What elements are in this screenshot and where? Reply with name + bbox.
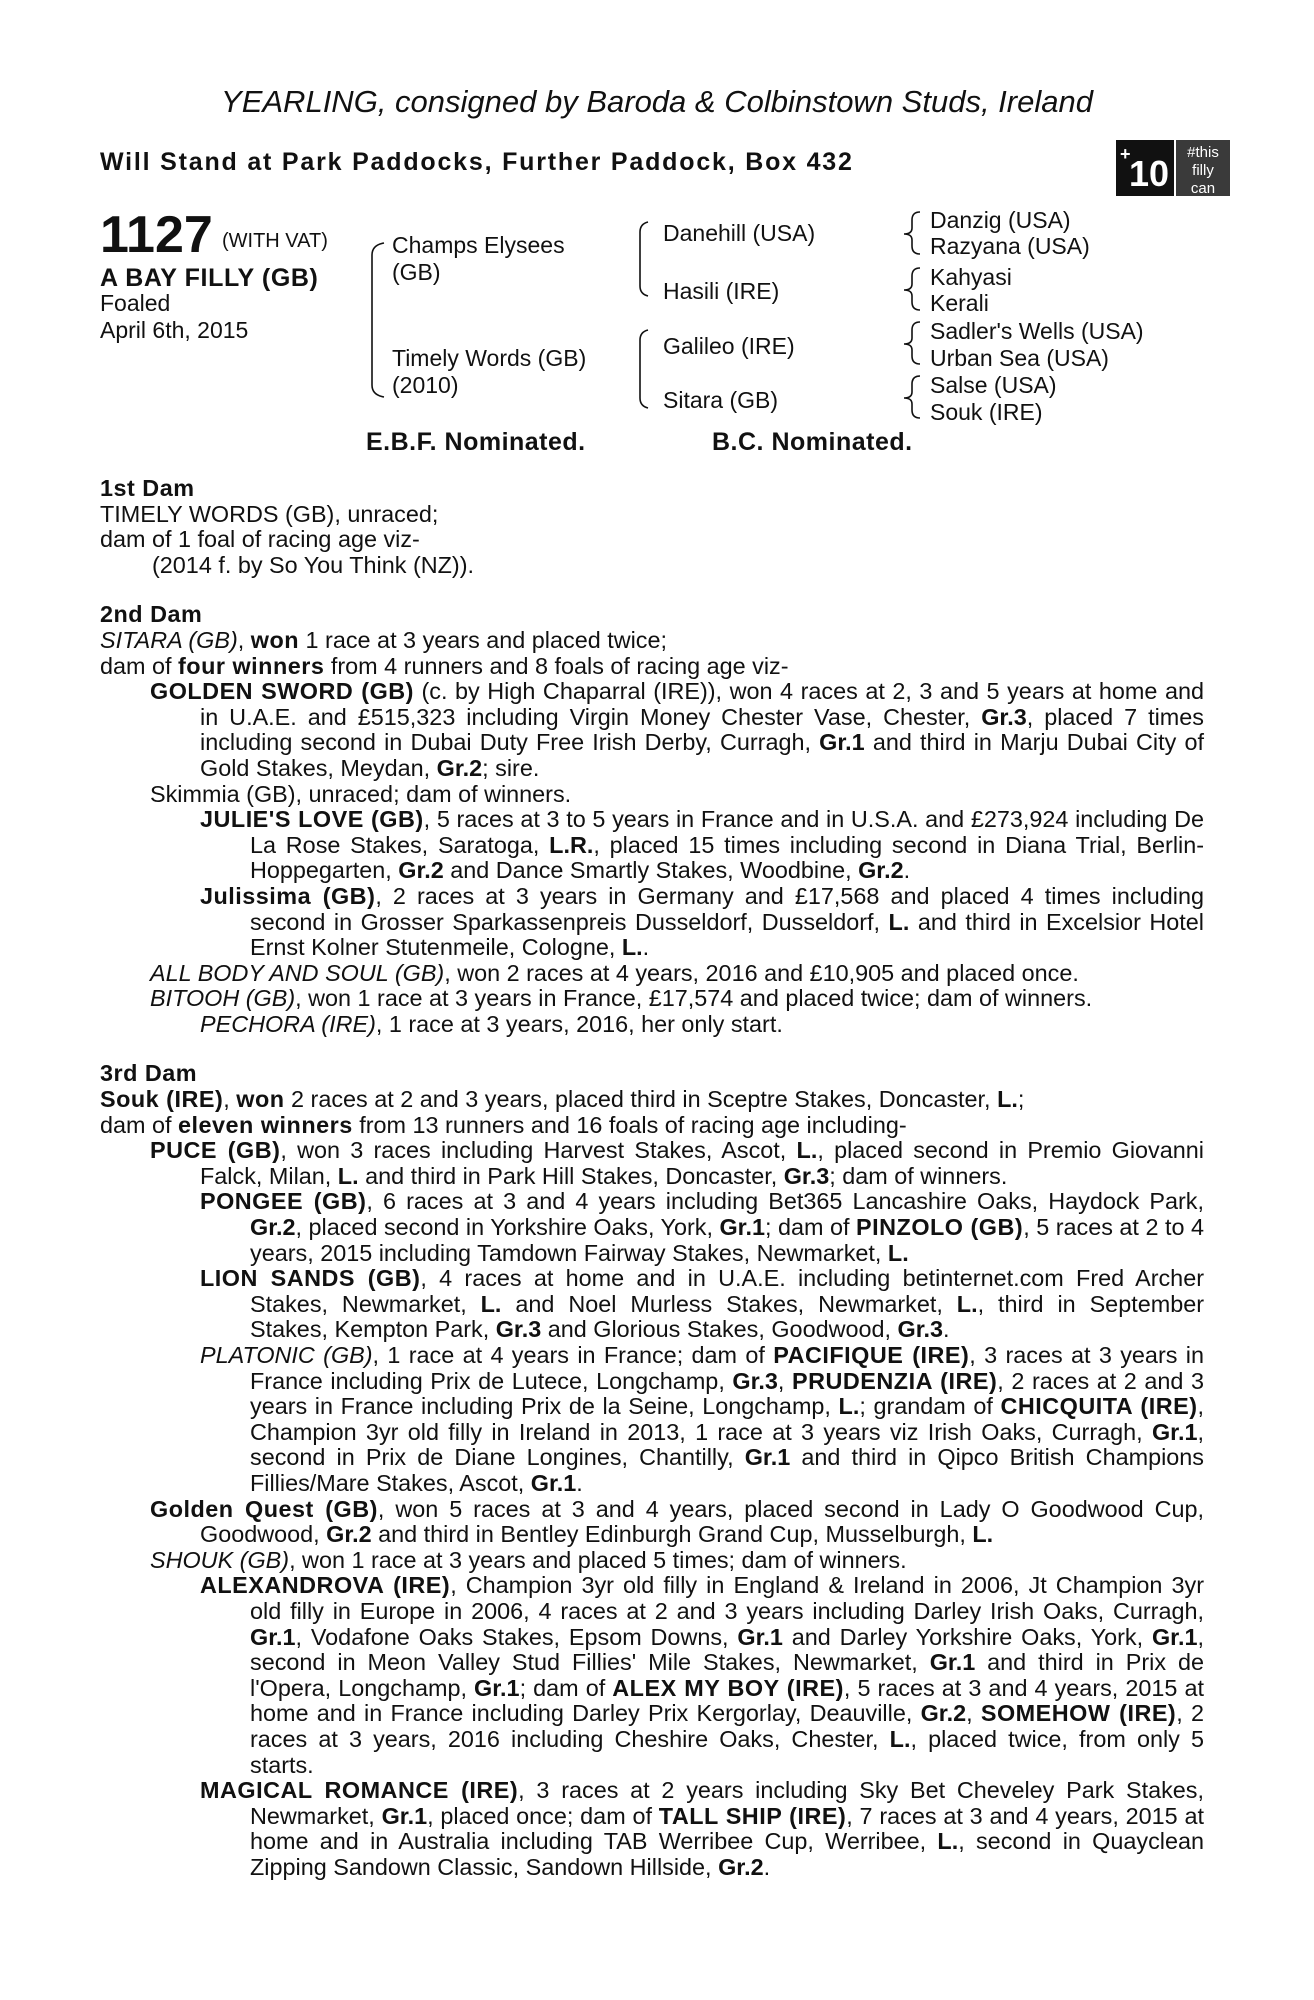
consignment-heading: YEARLING, consigned by Baroda & Colbinstown Studs, Ireland [221,84,1093,119]
foaled-label: Foaled [100,290,171,316]
bracket-sire-dam [372,243,384,397]
bracket-danehill [904,212,920,254]
entry-shouk: SHOUK (GB), won 1 race at 3 years and placed 5 times; dam of winners. [150,1546,907,1573]
entry-pongee: PONGEE (GB), 6 races at 3 and 4 years including Bet365 Lancashire Oaks, Haydock Park, Gr.2, placed second in Yorkshire Oaks, York, Gr.1; dam of PINZOLO (GB), 5 races at 2 to 4 years, 2015 including Tamdown Fairway Stakes, Newmarket, L. [200,1188,1204,1266]
dam-line-text [100,476,1204,1880]
third-dam-line: Souk (IRE), won 2 races at 2 and 3 years, placed third in Sceptre Stakes, Doncaster, L.; [100,1086,1025,1113]
sire-line-1: Champs Elysees [392,232,565,258]
bracket-sitara [904,376,920,418]
entry-alexandrova: ALEXANDROVA (IRE), Champion 3yr old filly in England & Ireland in 2006, Jt Champion 3yr old filly in Europe in 2006, 4 races at 2 and 3 years including Darley Irish Oaks, Curragh, Gr.1, Vodafone Oaks Stakes, Epsom Downs, Gr.1 and Darley Yorkshire Oaks, York, Gr.1, second in Meon Valley Stud Fillies' Mile Stakes, Newmarket, Gr.1 and third in Prix de l'Opera, Longchamp, Gr.1; dam of ALEX MY BOY (IRE), 5 races at 3 and 4 years, 2015 at home and in France including Darley Prix Kergorlay, Deauville, Gr.2, SOMEHOW (IRE), 2 races at 3 years, 2016 including Cheshire Oaks, Chester, L., placed twice, from only 5 starts. [200,1572,1205,1778]
dam-line-1: Timely Words (GB) [392,345,587,371]
first-dam-foals: dam of 1 foal of racing age viz- [100,526,420,553]
entry-platonic: PLATONIC (GB), 1 race at 4 years in France; dam of PACIFIQUE (IRE), 3 races at 3 years in France including Prix de Lutece, Longchamp, Gr.3, PRUDENZIA (IRE), 2 races at 2 and 3 years in France including Prix de la Seine, Longchamp, L.; grandam of CHICQUITA (IRE), Champion 3yr old filly in Ireland in 2013, 1 race at 3 years viz Irish Oaks, Curragh, Gr.1, second in Prix de Diane Longines, Chantilly, Gr.1 and third in Qipco British Champions Fillies/Mare Stakes, Ascot, Gr.1. [200,1342,1205,1496]
dam-dam: Sitara (GB) [663,387,779,413]
entry-golden-quest: Golden Quest (GB), won 5 races at 3 and 4 years, placed second in Lady O Goodwood Cup, Goodwood, Gr.2 and third in Bentley Edinburgh Grand Cup, Musselburgh, L. [150,1495,1204,1548]
logo-number: 10 [1129,153,1170,194]
bc-nominated: B.C. Nominated. [712,428,913,456]
ebf-nominated: E.B.F. Nominated. [366,428,586,456]
entry-magical-romance: MAGICAL ROMANCE (IRE), 3 races at 2 years including Sky Bet Cheveley Park Stakes, Newmarket, Gr.1, placed once; dam of TALL SHIP (IRE), 7 races at 3 and 4 years, 2015 at home and in Australia including TAB Werribee Cup, Werribee, L., second in Quayclean Zipping Sandown Classic, Sandown Hillside, Gr.2. [200,1777,1205,1880]
first-dam-produce: (2014 f. by So You Think (NZ)). [152,551,474,578]
dam-sire: Galileo (IRE) [663,333,795,359]
g3-kerali: Kerali [930,290,989,316]
entry-julies-love: JULIE'S LOVE (GB), 5 races at 3 to 5 years in France and in U.S.A. and £273,924 including De La Rose Stakes, Saratoga, L.R., placed 15 times including second in Diana Trial, Berlin-Hoppegarten, Gr.2 and Dance Smartly Stakes, Woodbine, Gr.2. [200,806,1205,884]
g3-salse: Salse (USA) [930,372,1057,398]
third-dam-heading: 3rd Dam [100,1060,198,1087]
second-dam-record: dam of four winners from 4 runners and 8 foals of racing age viz- [100,652,789,679]
entry-golden-sword: GOLDEN SWORD (GB) (c. by High Chaparral (IRE)), won 4 races at 2, 3 and 5 years at home and in U.A.E. and £515,323 including Virgin Money Chester Vase, Chester, Gr.3, placed 7 times including second in Dubai Duty Free Irish Derby, Curragh, Gr.1 and third in Marju Dubai City of Gold Stakes, Meydan, Gr.2; sire. [150,678,1204,781]
g3-sadlers-wells: Sadler's Wells (USA) [930,318,1144,344]
bracket-sire-line [640,222,648,296]
bracket-hasili [904,268,920,310]
entry-bitooh: BITOOH (GB), won 1 race at 3 years in France, £17,574 and placed twice; dam of winners. [150,985,1093,1012]
sire-dam: Hasili (IRE) [663,278,780,304]
sire-sire: Danehill (USA) [663,220,816,246]
entry-julissima: Julissima (GB), 2 races at 3 years in Germany and £17,568 and placed 4 times including second in Grosser Sparkassenpreis Dusseldorf, Dusseldorf, L. and third in Excelsior Hotel Ernst Kolner Stutenmeile, Cologne, L.. [200,882,1204,961]
entry-skimmia: Skimmia (GB), unraced; dam of winners. [150,780,572,807]
lot-number: 1127 [100,206,213,264]
second-dam-heading: 2nd Dam [100,601,203,628]
g3-urban-sea: Urban Sea (USA) [930,345,1109,371]
lot-title: A BAY FILLY (GB) [100,264,319,292]
lot-vat: (WITH VAT) [222,230,328,252]
bracket-dam-line [640,330,648,408]
dam-line-2: (2010) [392,372,459,398]
first-dam-heading: 1st Dam [100,475,195,501]
g3-kahyasi: Kahyasi [930,264,1012,290]
pedigree-brackets [0,0,1314,440]
g3-razyana: Razyana (USA) [930,233,1090,259]
entry-all-body-and-soul: ALL BODY AND SOUL (GB), won 2 races at 4 years, 2016 and £10,905 and placed once. [150,959,1079,986]
sire-line-2: (GB) [392,259,441,285]
logo-can: can [1190,180,1216,196]
stand-location: Will Stand at Park Paddocks, Further Paddock, Box 432 [100,148,854,176]
entry-lion-sands: LION SANDS (GB), 4 races at home and in U.A.E. including betinternet.com Fred Archer Stakes, Newmarket, L. and Noel Murless Stakes, Newmarket, L., third in September Stakes, Kempton Park, Gr.3 and Glorious Stakes, Goodwood, Gr.3. [200,1265,1204,1343]
entry-pechora: PECHORA (IRE), 1 race at 3 years, 2016, her only start. [200,1010,783,1037]
foaled-date: April 6th, 2015 [100,317,249,343]
first-dam-line: TIMELY WORDS (GB), unraced; [100,500,439,527]
second-dam-line: SITARA (GB), won 1 race at 3 years and placed twice; [100,626,668,653]
entry-puce: PUCE (GB), won 3 races including Harvest Stakes, Ascot, L., placed second in Premio Giovanni Falck, Milan, L. and third in Park Hill Stakes, Doncaster, Gr.3; dam of winners. [150,1137,1204,1189]
logo-filly: filly [1192,162,1214,179]
logo-plus: + [1120,144,1131,164]
third-dam-record: dam of eleven winners from 13 runners and 16 foals of racing age including- [100,1111,907,1138]
logo-hash: #this [1187,144,1219,161]
bracket-galileo [904,322,920,364]
g3-danzig: Danzig (USA) [930,207,1071,233]
g3-souk: Souk (IRE) [930,399,1043,425]
